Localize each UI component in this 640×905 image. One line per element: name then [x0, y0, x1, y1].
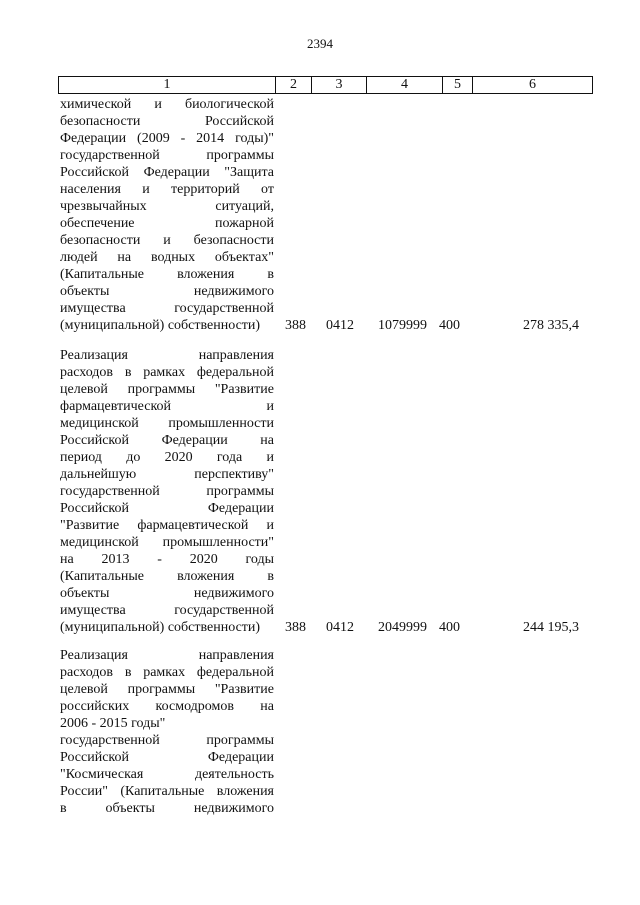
text-line: объекты недвижимого [60, 586, 274, 601]
text-line: государственной программы [60, 484, 274, 499]
text-line: медицинской промышленности [60, 416, 274, 431]
text-line: (Капитальные вложения в [60, 569, 274, 584]
row-1-col-3: 0412 [326, 318, 354, 333]
row-2-col-3: 0412 [326, 620, 354, 635]
text-line: (Капитальные вложения в [60, 267, 274, 282]
text-line: химической и биологической [60, 97, 274, 112]
text-line: государственной программы [60, 148, 274, 163]
text-line: 2006 - 2015 годы" [60, 716, 166, 731]
column-header-row [59, 77, 593, 94]
text-line: российских космодромов на [60, 699, 274, 714]
row-2-col-5: 400 [439, 620, 460, 635]
text-line: Российской Федерации на [60, 433, 274, 448]
text-line: России" (Капитальные вложения [60, 784, 274, 799]
text-line: расходов в рамках федеральной [60, 665, 274, 680]
column-header-2: 2 [276, 77, 312, 94]
text-line: медицинской промышленности" [60, 535, 274, 550]
column-header-5: 5 [443, 77, 473, 94]
row-1-col-5: 400 [439, 318, 460, 333]
text-line: (муниципальной) собственности) [60, 318, 261, 333]
text-line: целевой программы "Развитие [60, 682, 274, 697]
text-line: "Космическая деятельность [60, 767, 274, 782]
column-header-table [58, 76, 593, 94]
row-1-description [60, 96, 274, 334]
text-line: Реализация направления [60, 348, 274, 363]
text-line: в объекты недвижимого [60, 801, 274, 816]
row-1-col-2: 388 [285, 318, 306, 333]
text-line: Федерации (2009 - 2014 годы)" [60, 131, 274, 146]
row-1-col-6: 278 335,4 [523, 318, 579, 333]
text-line: людей на водных объектах" [60, 250, 274, 265]
text-line: населения и территорий от [60, 182, 274, 197]
text-line: Реализация направления [60, 648, 274, 663]
row-2-col-6: 244 195,3 [523, 620, 579, 635]
text-line: объекты недвижимого [60, 284, 274, 299]
text-line: безопасности и безопасности [60, 233, 274, 248]
column-header-3: 3 [312, 77, 367, 94]
text-line: целевой программы "Развитие [60, 382, 274, 397]
text-line: Российской Федерации [60, 750, 274, 765]
text-line: чрезвычайных ситуаций, [60, 199, 274, 214]
page-number: 2394 [307, 36, 333, 51]
text-line: фармацевтической и [60, 399, 274, 414]
text-line: Российской Федерации [60, 501, 274, 516]
column-header-6: 6 [473, 77, 593, 94]
text-line: обеспечение пожарной [60, 216, 274, 231]
text-line: дальнейшую перспективу" [60, 467, 274, 482]
text-line: государственной программы [60, 733, 274, 748]
text-line: безопасности Российской [60, 114, 274, 129]
text-line: на 2013 - 2020 годы [60, 552, 274, 567]
row-3-description [60, 647, 274, 817]
text-line: Российской Федерации "Защита [60, 165, 274, 180]
column-header-4: 4 [367, 77, 443, 94]
text-line: (муниципальной) собственности) [60, 620, 261, 635]
row-2-description [60, 347, 274, 636]
text-line: имущества государственной [60, 301, 274, 316]
text-line: имущества государственной [60, 603, 274, 618]
text-line: "Развитие фармацевтической и [60, 518, 274, 533]
row-2-col-4: 2049999 [378, 620, 427, 635]
text-line: период до 2020 года и [60, 450, 274, 465]
row-2-col-2: 388 [285, 620, 306, 635]
row-1-col-4: 1079999 [378, 318, 427, 333]
text-line: расходов в рамках федеральной [60, 365, 274, 380]
column-header-1: 1 [59, 77, 276, 94]
